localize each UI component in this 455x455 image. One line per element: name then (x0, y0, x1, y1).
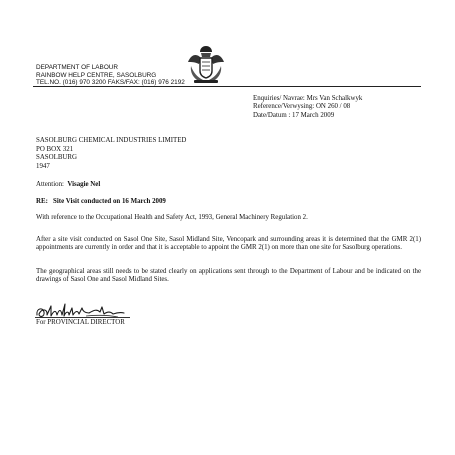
enquiries: Enquiries/ Navrae: Mrs Van Schalkwyk (253, 95, 363, 102)
office-name: RAINBOW HELP CENTRE, SASOLBURG (36, 71, 157, 79)
body-paragraph-3: The geographical areas still needs to be stated clearly on applications sent through to the Department of Labour and be indicated on the drawings of Sasol One and Sasol Midland Sites. (36, 268, 421, 284)
signature-line (35, 317, 130, 318)
reference-number: Reference/Verwysing: ON 260 / 08 (253, 103, 351, 111)
recipient-town: SASOLBURG (36, 154, 77, 162)
attention-name: Visagie Nel (67, 181, 101, 188)
coat-of-arms-icon (183, 44, 229, 84)
subject-text: Site Visit conducted on 16 March 2009 (53, 198, 166, 205)
body-paragraph-2: After a site visit conducted on Sasol One Site, Sasol Midland Site, Vencopark and surrounding areas it is determined that the GMR 2(1) appointments are currently in order and that it is acceptable to appoint the GMR 2(1) on more than one site for Sasolburg operations. (36, 236, 421, 252)
tel-fax: TEL.NO. (016) 970 3200 FAKS/FAX: (016) 976 2192 (36, 79, 185, 87)
subject-line (36, 198, 166, 205)
letterhead-divider (33, 86, 421, 87)
subject-label: RE: (36, 198, 48, 205)
recipient-address (36, 137, 186, 171)
letter-date: Date/Datum : 17 March 2009 (253, 111, 335, 119)
recipient-box: PO BOX 321 (36, 145, 74, 153)
recipient-company: SASOLBURG CHEMICAL INDUSTRIES LIMITED (36, 137, 187, 144)
attention-line (36, 181, 100, 188)
attention-label: Attention: (36, 181, 64, 188)
body-paragraph-1: With reference to the Occupational Health and Safety Act, 1993, General Machinery Regulation 2. (36, 214, 308, 221)
letterhead (36, 64, 185, 87)
signatory-title: For PROVINCIAL DIRECTOR (36, 319, 125, 326)
reference-block (253, 95, 362, 120)
department-name: DEPARTMENT OF LABOUR (36, 64, 119, 71)
recipient-code: 1947 (36, 162, 50, 170)
